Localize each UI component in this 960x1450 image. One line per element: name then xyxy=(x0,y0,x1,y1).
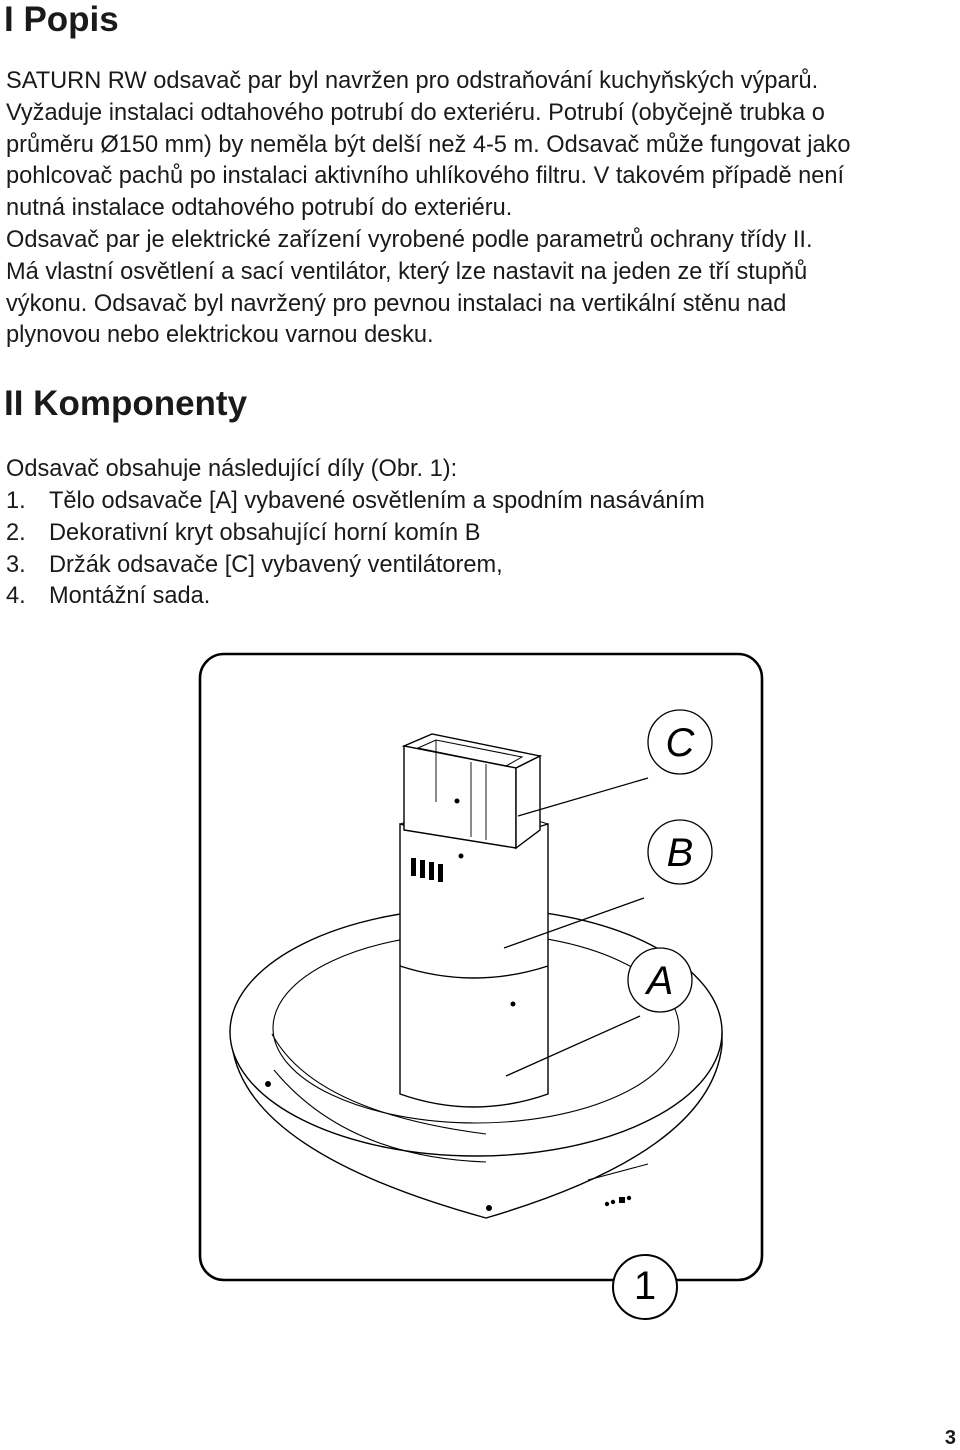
paragraph-line: nutná instalace odtahového potrubí do exteriéru. xyxy=(6,195,513,222)
paragraph-line: výkonu. Odsavač byl navržený pro pevnou instalaci na vertikální stěnu nad xyxy=(6,290,787,317)
list-item-text: Montážní sada. xyxy=(49,583,211,610)
list-item-text: Držák odsavače [C] vybavený ventilátorem, xyxy=(49,551,503,578)
list-item xyxy=(6,518,705,550)
paragraph-line: SATURN RW odsavač par byl navržen pro odstraňování kuchyňských výparů. xyxy=(6,68,819,94)
callout-label-b: B xyxy=(666,831,694,875)
paragraph-line: průměru Ø150 mm) by neměla být delší než 4-5 m. Odsavač může fungovat jako xyxy=(6,131,851,158)
components-intro: Odsavač obsahuje následující díly (Obr. 1): xyxy=(6,456,458,482)
section-title-komponenty: II Komponenty xyxy=(4,384,248,423)
components-list xyxy=(6,486,705,613)
callout-label-a: A xyxy=(646,959,674,1003)
list-item xyxy=(6,550,705,582)
list-item xyxy=(6,581,705,613)
paragraph-line: pohlcovač pachů po instalaci aktivního uhlíkového filtru. V takovém případě není xyxy=(6,163,845,190)
figure-number-badge: 1 xyxy=(612,1254,678,1320)
list-item-text: Tělo odsavače [A] vybavené osvětlením a spodním nasáváním xyxy=(49,488,705,514)
list-item-number: 3. xyxy=(6,551,26,578)
list-item-number: 4. xyxy=(6,583,26,610)
chimney-cylinder xyxy=(400,812,548,1107)
paragraph-line: Má vlastní osvětlení a sací ventilátor, který lze nastavit na jeden ze tří stupňů xyxy=(6,258,808,285)
list-item-number: 2. xyxy=(6,519,26,546)
paragraph-line: Vyžaduje instalaci odtahového potrubí do exteriéru. Potrubí (obyčejně trubka o xyxy=(6,99,825,126)
hood-diagram-figure xyxy=(196,652,764,1284)
paragraph-line: Odsavač par je elektrické zařízení vyrobené podle parametrů ochrany třídy II. xyxy=(6,226,813,253)
callout-label-c: C xyxy=(665,721,695,765)
paragraph-line: plynovou nebo elektrickou varnou desku. xyxy=(6,322,434,349)
section-title-popis: I Popis xyxy=(4,0,119,39)
list-item-number: 1. xyxy=(6,488,26,514)
page-number: 3 xyxy=(944,1427,956,1449)
description-paragraph xyxy=(6,66,956,352)
list-item-text: Dekorativní kryt obsahující horní komín B xyxy=(49,519,481,546)
list-item xyxy=(6,486,705,518)
